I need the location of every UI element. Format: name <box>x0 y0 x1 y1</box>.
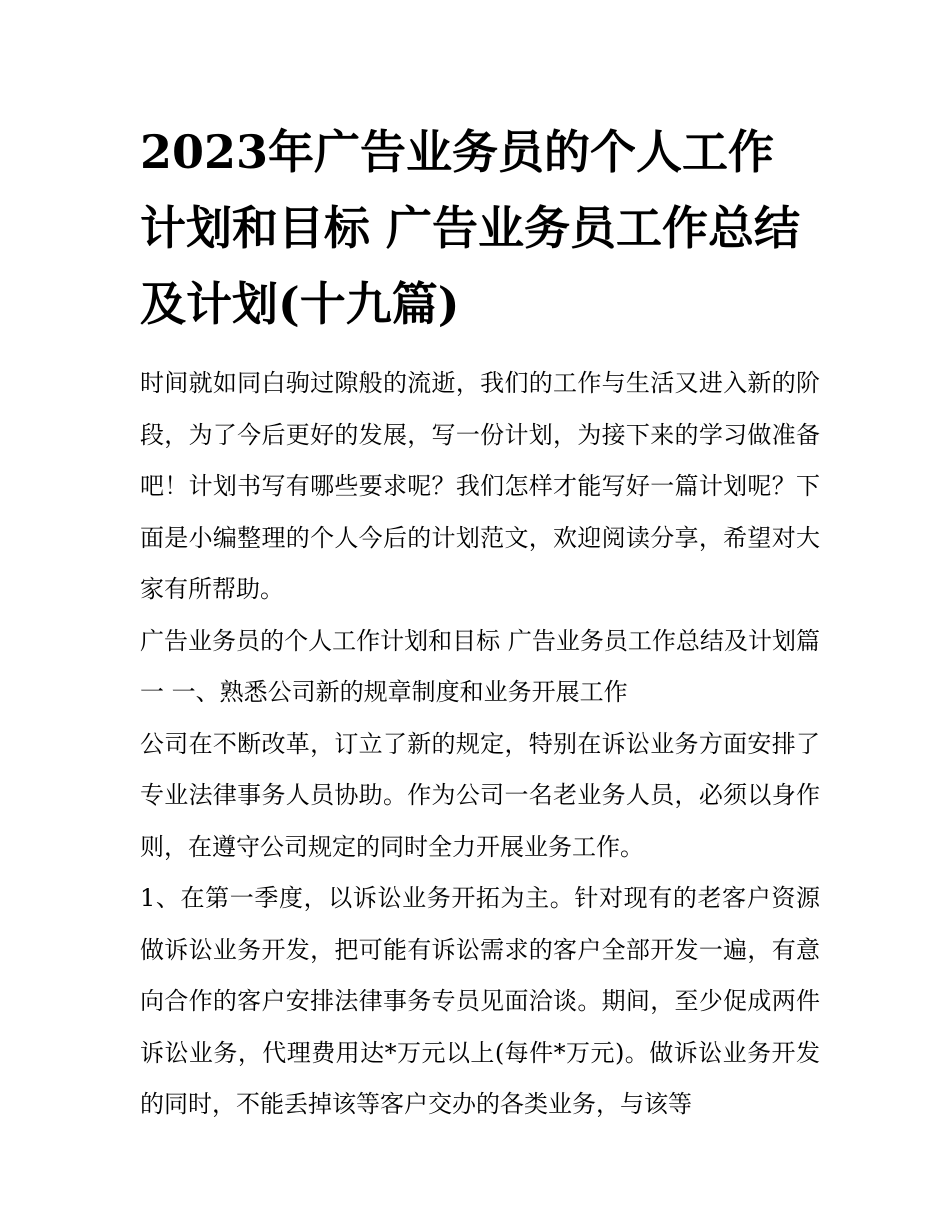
body-paragraph: 公司在不断改革，订立了新的规定，特别在诉讼业务方面安排了专业法律事务人员协助。作为公司一名老业务人员，必须以身作则，在遵守公司规定的同时全力开展业务工作。 <box>140 729 820 861</box>
document-body <box>140 358 820 1131</box>
document-title: 2023年广告业务员的个人工作计划和目标 广告业务员工作总结及计划(十九篇) <box>140 125 801 331</box>
section-heading-paragraph: 广告业务员的个人工作计划和目标 广告业务员工作总结及计划篇一 一、熟悉公司新的规章制度和业务开展工作 <box>140 626 820 706</box>
intro-paragraph: 时间就如同白驹过隙般的流逝，我们的工作与生活又进入新的阶段，为了今后更好的发展，写一份计划，为接下来的学习做准备吧！计划书写有哪些要求呢？我们怎样才能写好一篇计划呢？下面是小编整理的个人今后的计划范文，欢迎阅读分享，希望对大家有所帮助。 <box>140 369 820 603</box>
body-paragraph: 1、在第一季度，以诉讼业务开拓为主。针对现有的老客户资源做诉讼业务开发，把可能有诉讼需求的客户全部开发一遍，有意向合作的客户安排法律事务专员见面洽谈。期间，至少促成两件诉讼业务，代理费用达*万元以上(每件*万元)。做诉讼业务开发的同时，不能丢掉该等客户交办的各类业务，与该等 <box>140 884 820 1118</box>
